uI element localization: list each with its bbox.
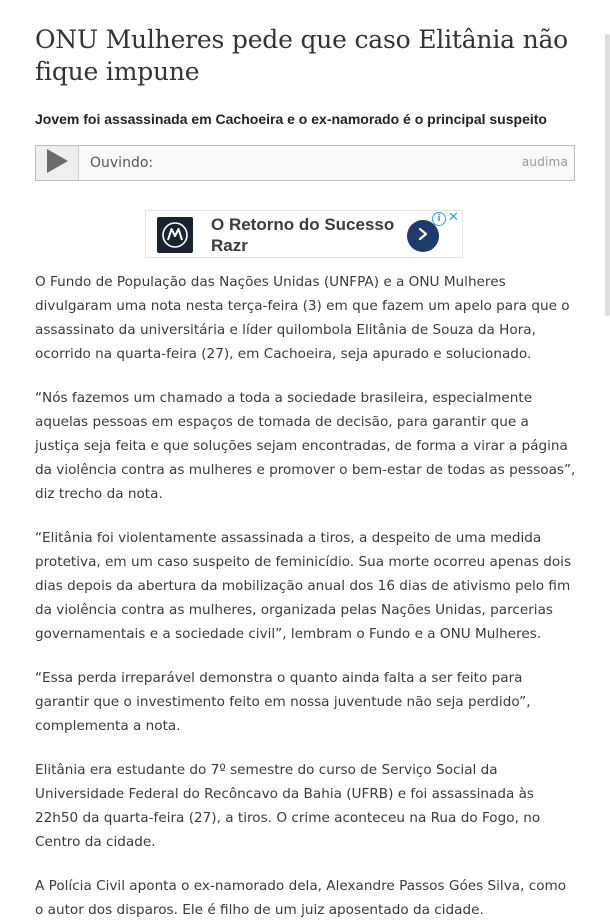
chevron-right-icon (416, 227, 430, 246)
page-scrollbar[interactable] (605, 34, 610, 316)
article-body (35, 270, 577, 922)
motorola-logo-icon (157, 217, 193, 253)
article-paragraph: “Essa perda irreparável demonstra o quanto ainda falta a ser feito para garantir que o investimento feito em nossa juventude não seja perdido”, complementa a nota. (35, 670, 531, 734)
player-status-label: Ouvindo: (90, 155, 154, 171)
article-paragraph: O Fundo de População das Nações Unidas (UNFPA) e a ONU Mulheres divulgaram uma nota nesta terça-feira (3) em que fazem um apelo para que o assassinato da universitária e líder quilombola Elitânia de Souza da Hora, ocorrido na quarta-feira (27), em Cachoeira, seja apurado e solucionado. (35, 274, 570, 362)
article-paragraph: “Elitânia foi violentamente assassinada a tiros, a despeito de uma medida protetiva, em um caso suspeito de feminicídio. Sua morte ocorreu apenas dois dias depois da abertura da mobilização anual dos 16 dias de ativismo pelo fim da violência contra as mulheres, organizada pelas Nações Unidas, parcerias governamentais e a sociedade civil”, lembram o Fundo e a ONU Mulheres. (35, 530, 572, 642)
article-title: ONU Mulheres pede que caso Elitânia não fique impune (35, 25, 569, 86)
info-icon[interactable]: i (432, 212, 446, 226)
play-icon (45, 148, 69, 179)
audio-player (35, 145, 575, 181)
article (35, 24, 577, 924)
article-paragraph: A Polícia Civil aponta o ex-namorado dela, Alexandre Passos Góes Silva, como o autor dos disparos. Ele é filho de um juiz aposentado da cidade. (35, 878, 567, 918)
close-icon[interactable]: ✕ (448, 210, 459, 225)
article-paragraph: “Nós fazemos um chamado a toda a sociedade brasileira, especialmente aquelas pessoas em espaços de tomada de decisão, para garantir que a justiça seja feita e que soluções sejam encontradas, de forma a virar a página da violência contra as mulheres e promover o bem-estar de todas as pessoas”, diz trecho da nota. (35, 390, 576, 502)
ad-banner[interactable] (145, 210, 463, 258)
player-brand-logo[interactable]: audima (521, 155, 568, 169)
ad-headline[interactable]: O Retorno do Sucesso Razr (211, 215, 395, 255)
article-subtitle: Jovem foi assassinada em Cachoeira e o ex-namorado é o principal suspeito (35, 111, 547, 127)
article-paragraph: Elitânia era estudante do 7º semestre do curso de Serviço Social da Universidade Federal do Recôncavo da Bahia (UFRB) e foi assassinada às 22h50 da quarta-feira (27), a tiros. O crime aconteceu na Rua do Fogo, no Centro da cidade. (35, 762, 541, 850)
play-button[interactable] (36, 146, 79, 180)
